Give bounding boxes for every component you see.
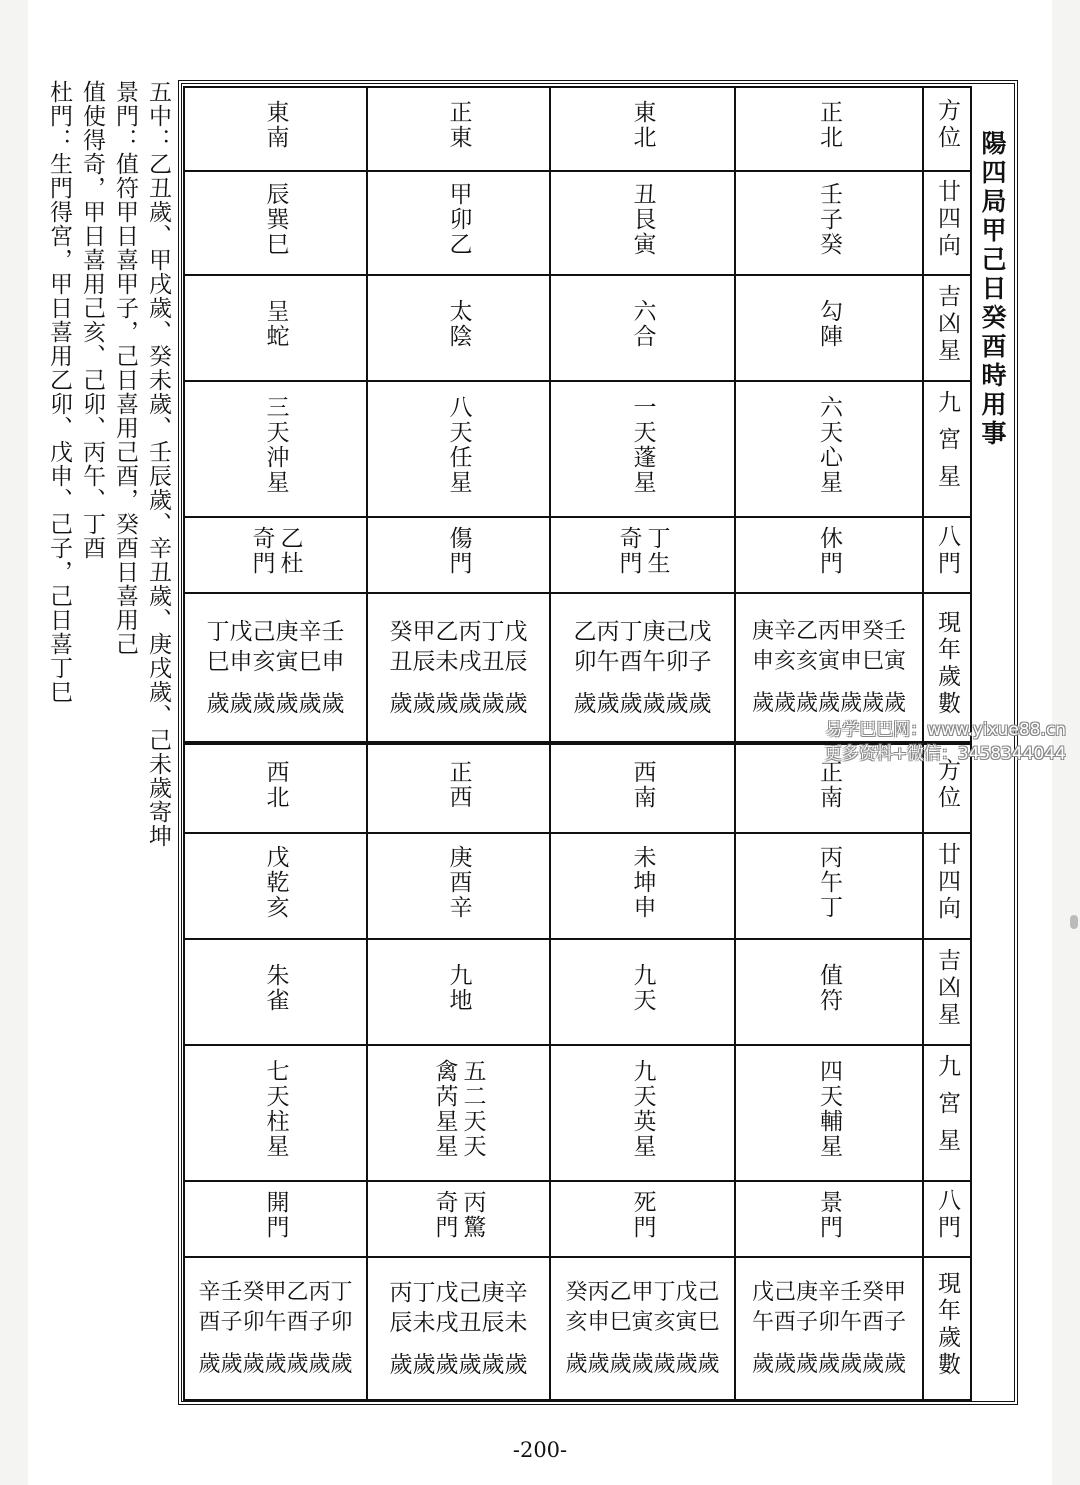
auspicious-star-cell: 朱雀 — [184, 939, 367, 1045]
auspicious-star-cell: 九天 — [550, 939, 735, 1045]
years-cell: 癸丙乙甲丁戊己 亥申巳寅亥寅巳 歲歲歲歲歲歲歲 — [550, 1257, 735, 1400]
row-header-auspicious: 吉凶星 — [923, 939, 971, 1045]
nine-star-cell: 六天心星 — [735, 381, 923, 517]
years-cell: 辛壬癸甲乙丙丁 酉子卯午酉子卯 歲歲歲歲歲歲歲 — [184, 1257, 367, 1400]
nine-star-cell: 一天蓬星 — [550, 381, 735, 517]
row-header-direction: 方位 — [923, 87, 971, 171]
side-note-column: 五中：乙丑歲、甲戌歲、癸未歲、壬辰歲、辛丑歲、庚戌歲、己未歲寄坤 — [145, 80, 171, 848]
row-header-nine-star: 九宮星 — [923, 1045, 971, 1181]
direction-cell: 東南 — [184, 87, 367, 171]
door-cell: 丁生奇門 — [550, 517, 735, 593]
table-row — [184, 1257, 971, 1400]
door-cell: 休門 — [735, 517, 923, 593]
mountains-cell: 戊乾亥 — [184, 833, 367, 939]
side-note-column: 值使得奇，甲日喜用己亥、己卯、丙午、丁酉 — [79, 80, 105, 560]
door-cell: 景門 — [735, 1181, 923, 1257]
table-row — [184, 833, 971, 939]
table-row — [184, 1045, 971, 1181]
door-cell: 死門 — [550, 1181, 735, 1257]
row-header-door: 八門 — [923, 1181, 971, 1257]
direction-cell: 東北 — [550, 87, 735, 171]
door-cell: 丙驚奇門 — [367, 1181, 550, 1257]
table-row — [184, 275, 971, 381]
years-cell: 戊己庚辛壬癸甲 午酉子卯午酉子 歲歲歲歲歲歲歲 — [735, 1257, 923, 1400]
scrollbar-handle[interactable] — [1070, 915, 1078, 929]
mountains-cell: 丑艮寅 — [550, 171, 735, 275]
door-cell: 乙杜奇門 — [184, 517, 367, 593]
direction-cell: 正北 — [735, 87, 923, 171]
direction-cell: 正西 — [367, 743, 550, 833]
direction-cell: 西北 — [184, 743, 367, 833]
mountains-cell: 庚酉辛 — [367, 833, 550, 939]
page-title: 陽四局甲己日癸酉時用事 — [978, 130, 1007, 449]
auspicious-star-cell: 九地 — [367, 939, 550, 1045]
page-number: -200- — [512, 1438, 568, 1462]
auspicious-star-cell: 太陰 — [367, 275, 550, 381]
years-cell: 丙丁戊己庚辛 辰未戌丑辰未 歲歲歲歲歲歲 — [367, 1257, 550, 1400]
nine-star-cell: 四天輔星 — [735, 1045, 923, 1181]
table-row — [184, 171, 971, 275]
table-row — [184, 87, 971, 171]
row-header-mountains: 廿四向 — [923, 171, 971, 275]
table-row — [184, 1181, 971, 1257]
row-header-door: 八門 — [923, 517, 971, 593]
direction-cell: 正東 — [367, 87, 550, 171]
years-cell: 丁戊己庚辛壬 巳申亥寅巳申 歲歲歲歲歲歲 — [184, 593, 367, 743]
auspicious-star-cell: 值符 — [735, 939, 923, 1045]
side-note-column: 景門：值符甲日喜甲子，己日喜用己酉，癸酉日喜用己 — [112, 80, 138, 656]
table-row — [184, 381, 971, 517]
row-header-nine-star: 九宮星 — [923, 381, 971, 517]
nine-star-cell: 八天任星 — [367, 381, 550, 517]
years-cell: 乙丙丁庚己戊 卯午酉午卯子 歲歲歲歲歲歲 — [550, 593, 735, 743]
mountains-cell: 未坤申 — [550, 833, 735, 939]
row-header-years: 現年歲數 — [923, 1257, 971, 1400]
table-row — [184, 939, 971, 1045]
nine-star-cell: 三天沖星 — [184, 381, 367, 517]
watermark-line: 更多资料+微信：3458344044 — [824, 744, 1066, 764]
auspicious-star-cell: 勾陣 — [735, 275, 923, 381]
years-cell: 庚辛乙丙甲癸壬 申亥亥寅申巳寅 歲歲歲歲歲歲歲 — [735, 593, 923, 743]
mountains-cell: 丙午丁 — [735, 833, 923, 939]
mountains-cell: 甲卯乙 — [367, 171, 550, 275]
side-note-column: 杜門：生門得宮，甲日喜用乙卯、戊申、己子，己日喜丁巳 — [46, 80, 72, 704]
direction-cell: 西南 — [550, 743, 735, 833]
row-header-mountains: 廿四向 — [923, 833, 971, 939]
years-cell: 癸甲乙丙丁戊 丑辰未戌丑辰 歲歲歲歲歲歲 — [367, 593, 550, 743]
auspicious-star-cell: 六合 — [550, 275, 735, 381]
nine-star-cell: 五二天天禽芮星星 — [367, 1045, 550, 1181]
row-header-years: 現年歲數 — [923, 593, 971, 743]
table-row — [184, 517, 971, 593]
nine-star-cell: 七天柱星 — [184, 1045, 367, 1181]
mountains-cell: 壬子癸 — [735, 171, 923, 275]
nine-star-cell: 九天英星 — [550, 1045, 735, 1181]
row-header-direction: 方位 — [923, 743, 971, 833]
direction-cell: 正南 — [735, 743, 923, 833]
watermark-line: 易学巴巴网：www.yixue88.cn — [825, 720, 1066, 740]
auspicious-star-cell: 呈蛇 — [184, 275, 367, 381]
door-cell: 開門 — [184, 1181, 367, 1257]
row-header-auspicious: 吉凶星 — [923, 275, 971, 381]
watermark — [825, 718, 1066, 766]
side-notes — [46, 80, 174, 1140]
door-cell: 傷門 — [367, 517, 550, 593]
mountains-cell: 辰巽巳 — [184, 171, 367, 275]
